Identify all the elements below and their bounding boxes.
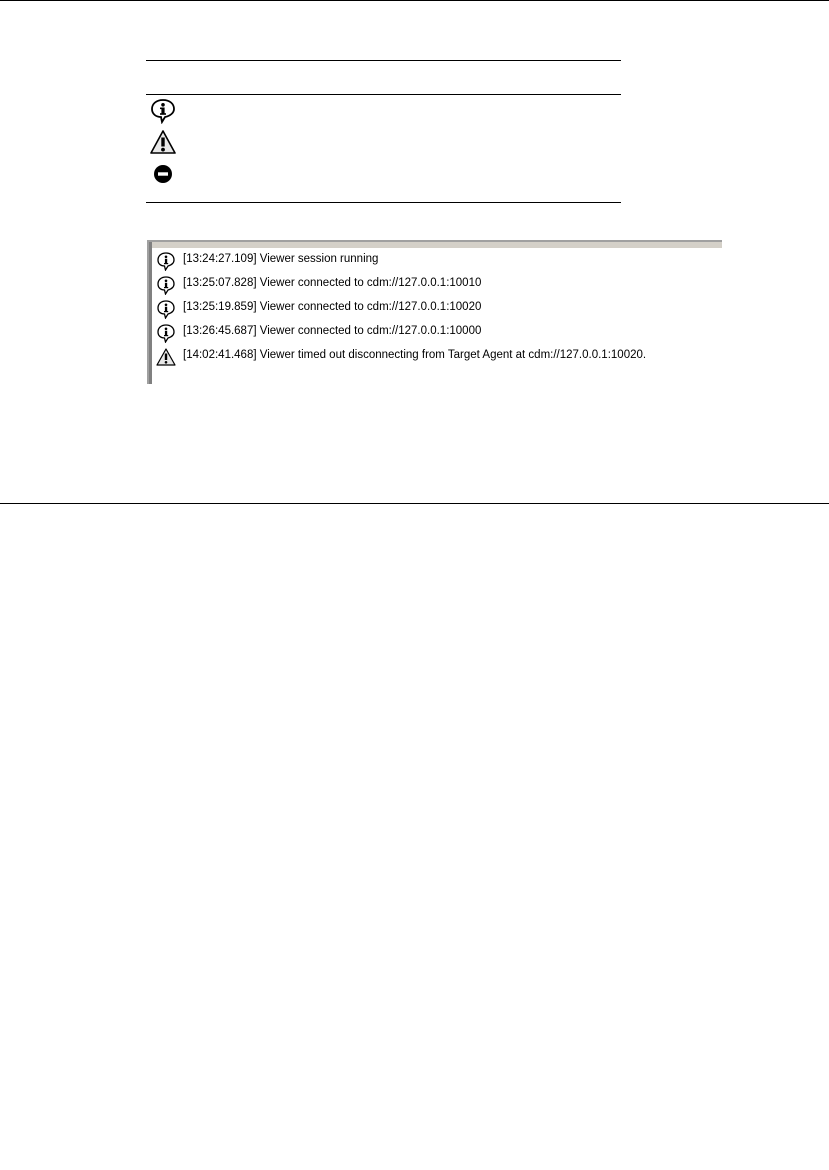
log-entry-text: [13:24:27.109] Viewer session running — [183, 253, 379, 265]
info-icon — [156, 299, 176, 319]
log-entry[interactable] — [156, 274, 716, 296]
log-entry-text: [14:02:41.468] Viewer timed out disconnecting from Target Agent at cdm://127.0.0.1:10020. — [183, 349, 647, 361]
warning-icon — [150, 129, 176, 155]
log-entry-text: [13:25:19.859] Viewer connected to cdm://127.0.0.1:10020 — [183, 301, 482, 313]
info-icon — [156, 251, 176, 271]
legend-row-error — [146, 158, 621, 188]
error-icon — [150, 160, 176, 186]
legend-row-warning — [146, 127, 621, 157]
page-top-rule — [0, 0, 829, 1]
info-icon — [150, 98, 176, 124]
legend-row-info — [146, 96, 621, 126]
panel-bevel-left — [149, 242, 152, 384]
panel-bevel-top — [149, 242, 722, 248]
log-entry[interactable] — [156, 322, 716, 344]
icon-legend-table — [146, 60, 621, 203]
log-entry-text: [13:25:07.828] Viewer connected to cdm://127.0.0.1:10010 — [183, 277, 482, 289]
info-icon — [156, 323, 176, 343]
warning-icon — [156, 347, 176, 367]
log-entry-text: [13:26:45.687] Viewer connected to cdm://127.0.0.1:10000 — [183, 325, 482, 337]
info-icon — [156, 275, 176, 295]
table-bottom-rule — [146, 202, 621, 203]
log-entry[interactable] — [156, 250, 716, 272]
log-output-panel[interactable] — [147, 240, 722, 384]
log-entry[interactable] — [156, 298, 716, 320]
table-header-rule — [146, 94, 621, 95]
log-entry[interactable] — [156, 346, 716, 368]
table-header — [146, 61, 621, 93]
page-bottom-rule — [0, 503, 829, 504]
